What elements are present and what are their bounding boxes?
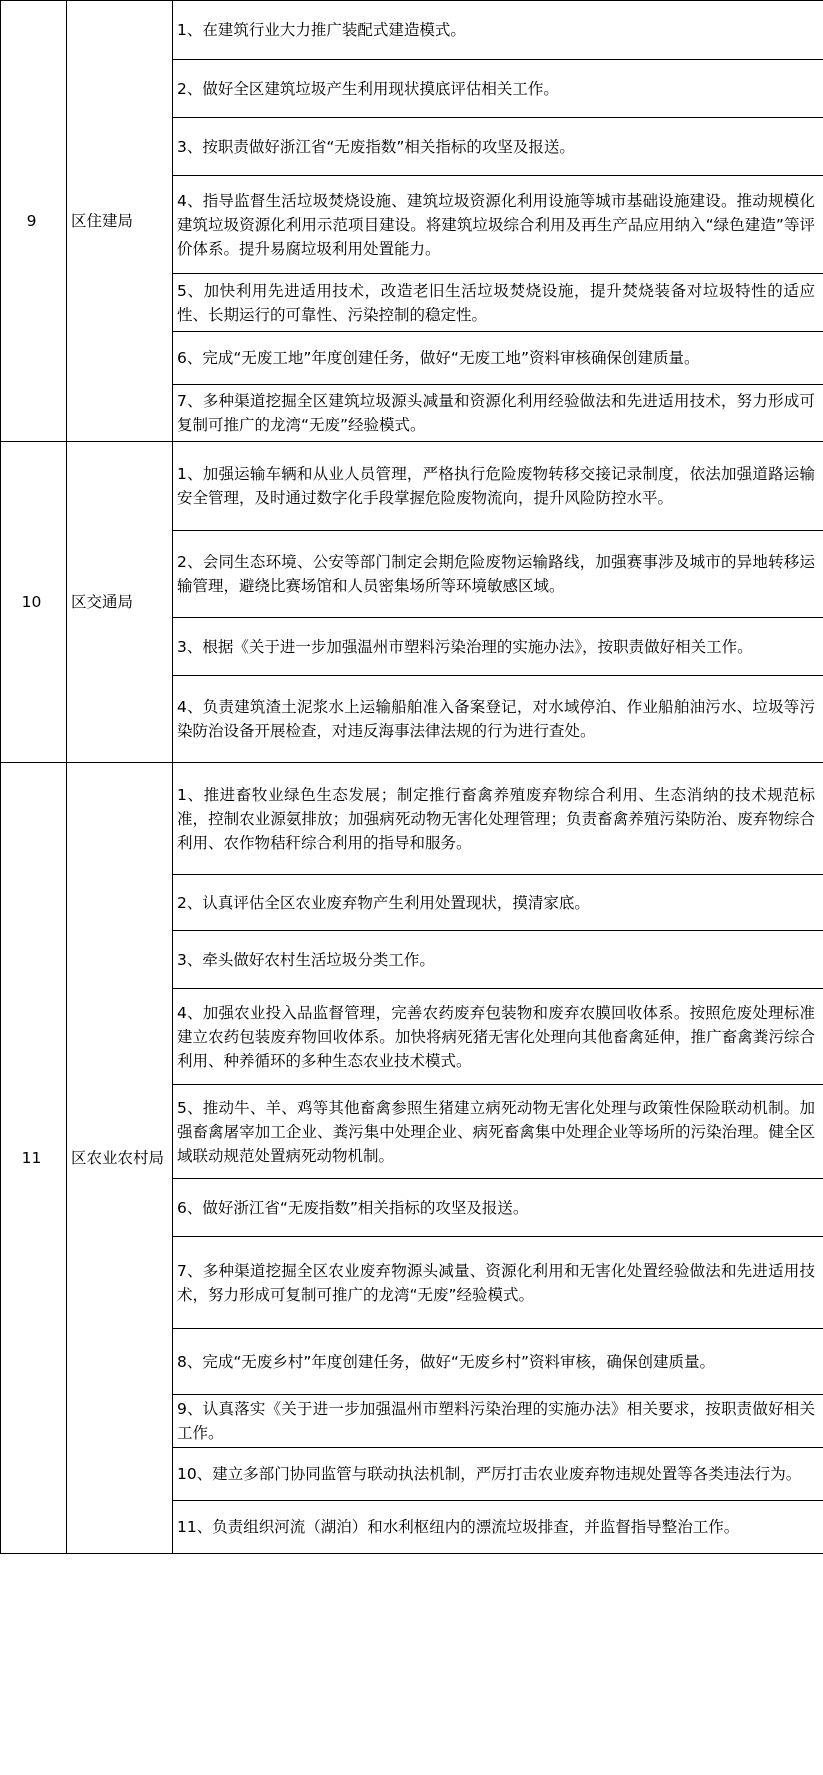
task-cell: 3、牵头做好农村生活垃圾分类工作。: [173, 931, 823, 989]
task-cell: 11、负责组织河流（湖泊）和水利枢纽内的漂流垃圾排查，并监督指导整治工作。: [173, 1501, 823, 1554]
task-cell: 10、建立多部门协同监管与联动执法机制，严厉打击农业废弃物违规处置等各类违法行为。: [173, 1448, 823, 1501]
department-name: 区住建局: [67, 1, 173, 442]
task-cell: 4、加强农业投入品监督管理，完善农药废弃包装物和废弃农膜回收体系。按照危废处理标准建立农药包装废弃物回收体系。加快将病死猪无害化处理向其他畜禽延伸，推广畜禽粪污综合利用、种养循环的多种生态农业技术模式。: [173, 989, 823, 1085]
row-number: 9: [1, 1, 67, 442]
task-cell: 3、按职责做好浙江省“无废指数”相关指标的攻坚及报送。: [173, 118, 823, 176]
table-row: [1, 1, 823, 60]
task-cell: 7、多种渠道挖掘全区建筑垃圾源头减量和资源化利用经验做法和先进适用技术，努力形成可复制可推广的龙湾“无废”经验模式。: [173, 385, 823, 442]
task-cell: 8、完成“无废乡村”年度创建任务，做好“无废乡村”资料审核，确保创建质量。: [173, 1329, 823, 1395]
task-cell: 2、认真评估全区农业废弃物产生利用处置现状，摸清家底。: [173, 875, 823, 931]
table-row: [1, 763, 823, 875]
task-cell: 2、会同生态环境、公安等部门制定会期危险废物运输路线，加强赛事涉及城市的异地转移运输管理，避绕比赛场馆和人员密集场所等环境敏感区域。: [173, 531, 823, 618]
task-cell: 2、做好全区建筑垃圾产生利用现状摸底评估相关工作。: [173, 60, 823, 118]
task-cell: 4、指导监督生活垃圾焚烧设施、建筑垃圾资源化利用设施等城市基础设施建设。推动规模化建筑垃圾资源化利用示范项目建设。将建筑垃圾综合利用及再生产品应用纳入“绿色建造”等评价体系。提升易腐垃圾利用处置能力。: [173, 176, 823, 274]
department-name: 区农业农村局: [67, 763, 173, 1554]
task-cell: 4、负责建筑渣土泥浆水上运输船舶准入备案登记，对水域停泊、作业船舶油污水、垃圾等污染防治设备开展检查，对违反海事法律法规的行为进行查处。: [173, 676, 823, 763]
row-number: 10: [1, 442, 67, 763]
task-cell: 9、认真落实《关于进一步加强温州市塑料污染治理的实施办法》相关要求，按职责做好相关工作。: [173, 1395, 823, 1448]
task-cell: 6、做好浙江省“无废指数”相关指标的攻坚及报送。: [173, 1179, 823, 1237]
task-cell: 7、多种渠道挖掘全区农业废弃物源头减量、资源化利用和无害化处置经验做法和先进适用技术，努力形成可复制可推广的龙湾“无废”经验模式。: [173, 1237, 823, 1329]
task-cell: 1、推进畜牧业绿色生态发展；制定推行畜禽养殖废弃物综合利用、生态消纳的技术规范标准，控制农业源氨排放；加强病死动物无害化处理管理；负责畜禽养殖污染防治、废弃物综合利用、农作物秸秆综合利用的指导和服务。: [173, 763, 823, 875]
task-cell: 5、推动牛、羊、鸡等其他畜禽参照生猪建立病死动物无害化处理与政策性保险联动机制。加强畜禽屠宰加工企业、粪污集中处理企业、病死畜禽集中处理企业等场所的污染治理。健全区域联动规范处置病死动物机制。: [173, 1085, 823, 1179]
table-row: [1, 442, 823, 531]
task-cell: 3、根据《关于进一步加强温州市塑料污染治理的实施办法》，按职责做好相关工作。: [173, 618, 823, 676]
task-cell: 1、加强运输车辆和从业人员管理，严格执行危险废物转移交接记录制度，依法加强道路运输安全管理，及时通过数字化手段掌握危险废物流向，提升风险防控水平。: [173, 442, 823, 531]
task-cell: 1、在建筑行业大力推广装配式建造模式。: [173, 1, 823, 60]
table-body: [1, 1, 823, 1554]
department-name: 区交通局: [67, 442, 173, 763]
row-number: 11: [1, 763, 67, 1554]
task-cell: 6、完成“无废工地”年度创建任务，做好“无废工地”资料审核确保创建质量。: [173, 332, 823, 385]
task-cell: 5、加快利用先进适用技术，改造老旧生活垃圾焚烧设施，提升焚烧装备对垃圾特性的适应性、长期运行的可靠性、污染控制的稳定性。: [173, 274, 823, 332]
